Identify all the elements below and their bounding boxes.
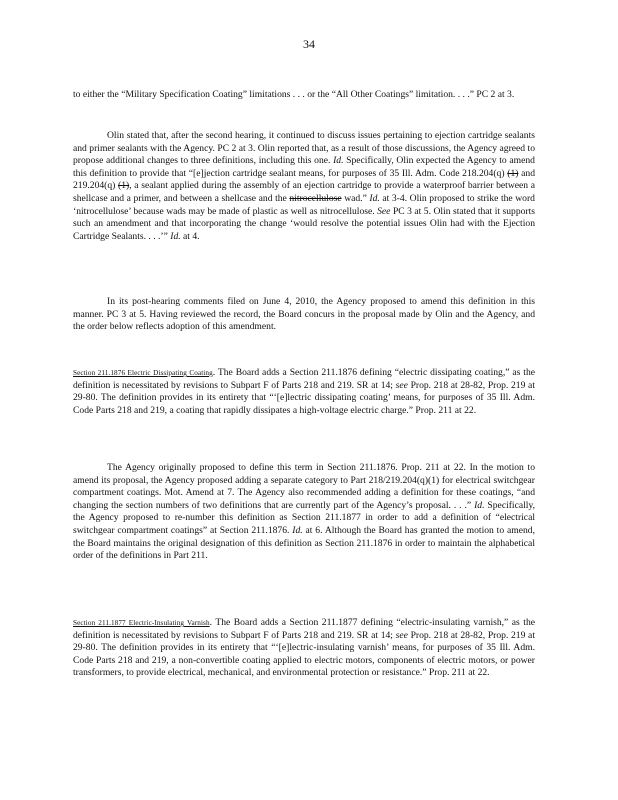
section-heading: Section 211.1877 Electric-Insulating Varnish xyxy=(73,619,210,627)
struck-text: (1) xyxy=(507,167,519,179)
text-run: . The Board adds a Section 211.1876 defining “electric dissipating coating,” as the definition is necessitated by revisions to Subpart F of Parts 218 and 219. SR at 14; xyxy=(73,367,535,391)
text-run: and 219.204(q) xyxy=(73,167,535,192)
citation-id: Id. xyxy=(333,155,344,167)
text-run: at 4. xyxy=(183,230,200,242)
struck-text: (1) xyxy=(118,180,130,192)
paragraph-olin-statement xyxy=(73,130,535,243)
citation-signal: see xyxy=(395,379,408,391)
text-run: Prop. 218 at 28-82, Prop. 219 at 29-80. The definition provides in its entirety that “‘[e]lectric dissipating coating’ means, for purposes of 35 Ill. Adm. Code Parts 218 and 219, a coating that rapidly dissipates a high-voltage electric charge.” Prop. 211 at 22. xyxy=(73,379,535,416)
text-run: wad.” xyxy=(344,192,367,204)
text-run: Specifically, the Agency proposed to re-number this definition as Section 211.1877 in order to add a definition of “electrical switchgear compartment coatings” at Section 211.1876. xyxy=(73,499,536,536)
citation-id: Id. xyxy=(292,524,303,536)
citation-id: Id. xyxy=(474,499,485,511)
paragraph-agency-original-proposal xyxy=(73,462,535,563)
text-run: . The Board adds a Section 211.1877 defining “electric-insulating varnish,” as the definition is necessitated by revisions to Subpart F of Parts 218 and 219. SR at 14; xyxy=(73,617,535,641)
text-run: Olin stated that, after the second hearing, it continued to discuss issues pertaining to ejection cartridge sealants and primer sealants with the Agency. PC 2 at 3. Olin reported that, as a result of those discussions, the Agency agreed to propose additional changes to three definitions, including this one. xyxy=(73,130,535,167)
citation-id: Id. xyxy=(170,230,181,242)
citation-id: Id. xyxy=(369,192,380,204)
paragraph-agency-post-hearing: In its post-hearing comments filed on June 4, 2010, the Agency proposed to amend this definition in this manner. PC 3 at 5. Having reviewed the record, the Board concurs in the proposal made by Olin and the Agency, and the order below reflects adoption of this amendment. xyxy=(73,296,535,333)
citation-signal: See xyxy=(377,205,391,217)
text-run: , a sealant applied during the assembly of an ejection cartridge to provide a waterproof barrier between a shellcase and a primer, and between a shellcase and the xyxy=(73,180,535,204)
text-run: Prop. 218 at 28-82, Prop. 219 at 29-80. The definition provides in its entirety that “‘[e]lectric-insulating varnish’ means, for purposes of 35 Ill. Adm. Code Parts 218 and 219, a non-convertible coating applied to electric motors, components of electric motors, or power transformers, to provide electrical, mechanical, and environmental protection or resistance.” Prop. 211 at 22. xyxy=(73,629,535,679)
page-number: 34 xyxy=(303,37,315,51)
struck-text: nitrocellulose xyxy=(289,192,342,204)
text-run: at 6. Although the Board has granted the motion to amend, the Board maintains the original designation of this definition as Section 211.1876 in order to maintain the alphabetical order of the definitions in Part 211. xyxy=(73,524,535,562)
text-run: Specifically, Olin expected the Agency to amend this definition to provide that “[e]jection cartridge sealant means, for purposes of 35 Ill. Adm. Code 218.204(q) xyxy=(73,155,535,179)
section-211-1877 xyxy=(73,617,535,680)
section-heading: Section 211.1876 Electric Dissipating Coating xyxy=(73,369,213,377)
paragraph-continuation: to either the “Military Specification Coating” limitations . . . or the “All Other Coatings” limitation. . . .” PC 2 at 3. xyxy=(73,89,515,100)
section-211-1876 xyxy=(73,367,535,417)
text-run: The Agency originally proposed to define this term in Section 211.1876. Prop. 211 at 22. In the motion to amend its proposal, the Agency proposed adding a separate category to Part 218/219.204(q)(1) for electrical switchgear compartment coatings. Mot. Amend at 7. The Agency also recommended adding a definition for these coatings, “and changing the section numbers of two definitions that are currently part of the Agency’s proposal. . . .” xyxy=(73,462,535,511)
citation-signal: see xyxy=(395,629,408,641)
text-run: PC 3 at 5. Olin stated that it supports such an amendment and that incorporating the change ‘would resolve the potential issues Olin had with the Ejection Cartridge Sealants. . . .’” xyxy=(73,205,536,242)
text-run: at 3-4. Olin proposed to strike the word ‘nitrocellulose’ because wads may be made of plastic as well as nitrocellulose. xyxy=(73,192,535,217)
